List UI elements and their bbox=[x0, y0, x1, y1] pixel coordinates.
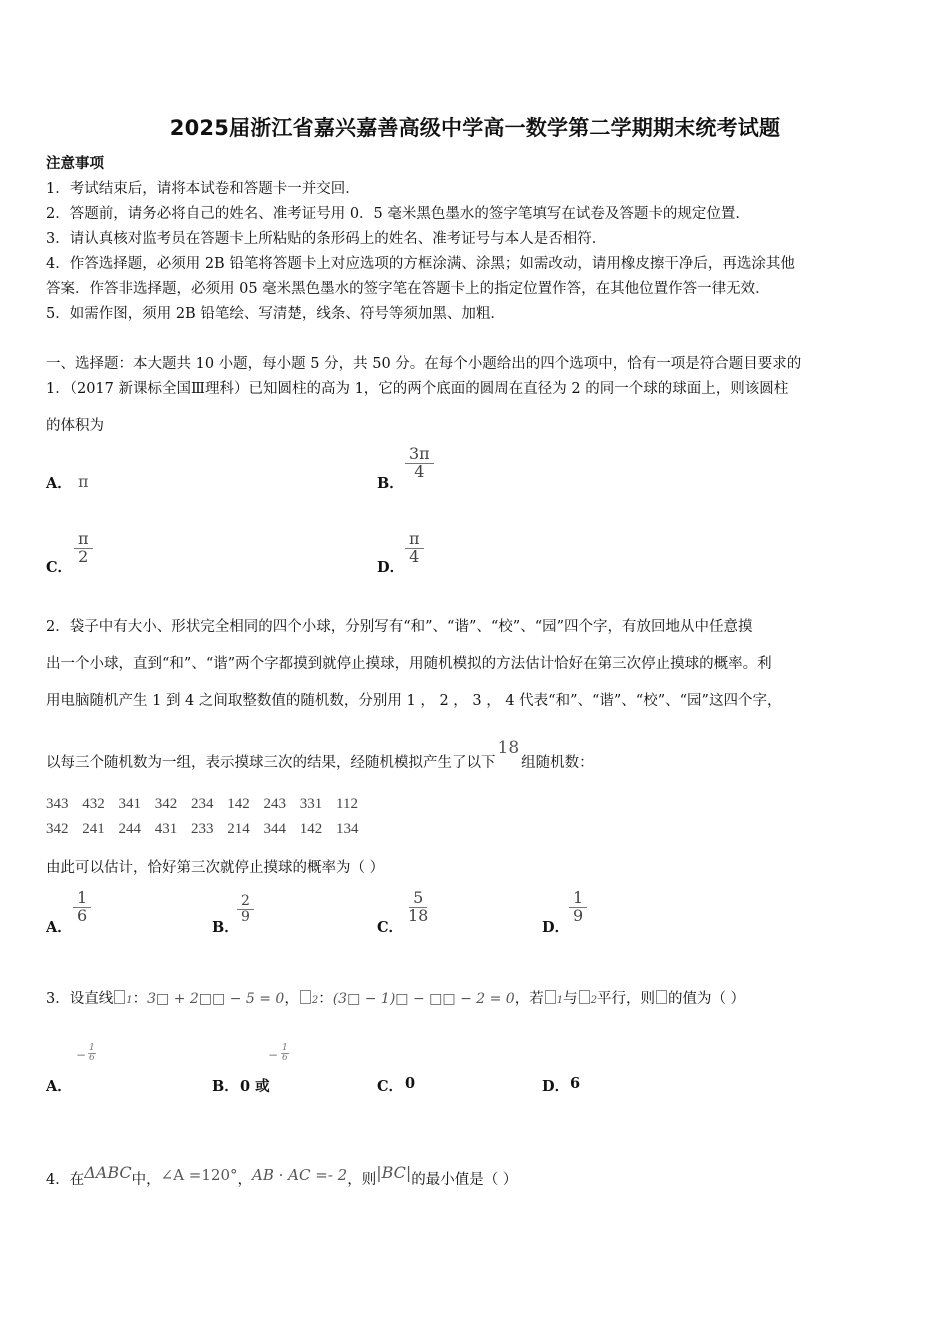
q2-option-a-den: 6 bbox=[77, 905, 88, 925]
notice-heading: 注意事项 bbox=[46, 155, 104, 172]
q2-text-line1: 2．袋子中有大小、形状完全相同的四个小球，分别写有“和”、“谐”、“校”、“园”四个字，有放回地从中任意摸 bbox=[46, 619, 753, 635]
q3-comma-1: ， bbox=[284, 991, 299, 1007]
q2-option-a-fraction bbox=[73, 890, 91, 925]
q2-option-c-num: 5 bbox=[409, 890, 427, 908]
notice-item-5: 5．如需作图，须用 2B 铅笔绘、写清楚，线条、符号等须加黑、加粗． bbox=[46, 306, 505, 322]
q3-option-c-text: 0 bbox=[405, 1075, 416, 1092]
q2-option-b-num: 2 bbox=[237, 894, 254, 910]
q2-text-line2: 出一个小球，直到“和”、“谐”两个字都摸到就停止摸球，用随机模拟的方法估计恰好在第三次停止摸球的概率。利 bbox=[46, 656, 772, 672]
q3-line1-symbol bbox=[114, 990, 125, 1004]
q4-mid-2: ，则 bbox=[347, 1172, 377, 1188]
q2-option-c-label: C． bbox=[377, 919, 404, 936]
q3-option-d-label: D． bbox=[542, 1078, 570, 1095]
q3-text bbox=[46, 987, 745, 1008]
q2-option-a-num: 1 bbox=[73, 890, 91, 908]
q3-line2-ref bbox=[579, 990, 590, 1004]
notice-item-4: 4．作答选择题，必须用 2B 铅笔将答题卡上对应选项的方框涂满、涂黑；如需改动，请用橡皮擦干净后，再选涂其他 bbox=[46, 256, 795, 272]
q2-line4-suffix: 组随机数： bbox=[521, 755, 594, 771]
q4-question: 的最小值是（ ） bbox=[411, 1172, 518, 1188]
q4-mid-1: 中， bbox=[131, 1172, 161, 1188]
q1-option-d-num: π bbox=[405, 531, 424, 549]
q3-option-d-text: 6 bbox=[570, 1075, 581, 1092]
q3-option-a-label: A． bbox=[46, 1078, 72, 1095]
q1-option-d-fraction bbox=[405, 531, 424, 566]
q1-text-line1: 1．（2017 新课标全国Ⅲ理科）已知圆柱的高为 1，它的两个底面的圆周在直径为 2 的同一个球的球面上，则该圆柱 bbox=[46, 381, 789, 397]
q2-option-b-den: 9 bbox=[241, 908, 250, 925]
q3-option-b-fraction bbox=[281, 1044, 289, 1063]
section-heading: 一、选择题：本大题共 10 小题，每小题 5 分，共 50 分。在每个小题给出的四个选项中，恰有一项是符合题目要求的 bbox=[46, 356, 802, 372]
q1-option-b-num: 3π bbox=[405, 446, 434, 464]
q2-option-d-label: D． bbox=[542, 919, 570, 936]
q1-option-b-den: 4 bbox=[414, 461, 425, 481]
q3-line1-subscript: 1 bbox=[126, 995, 133, 1006]
q3-parallel: 平行，则 bbox=[596, 991, 655, 1007]
q2-text-line4 bbox=[46, 738, 594, 772]
q3-option-b-neg: − bbox=[268, 1048, 279, 1062]
q3-line1-ref bbox=[545, 990, 556, 1004]
q3-line1-ref-subscript: 1 bbox=[556, 995, 564, 1006]
q2-option-d-num: 1 bbox=[569, 890, 587, 908]
q3-line2-subscript: 2 bbox=[311, 995, 319, 1006]
q2-option-a-label: A． bbox=[46, 919, 72, 936]
notice-item-2: 2．答题前，请务必将自己的姓名、准考证号用 0．5 毫米黑色墨水的签字笔填写在试卷及答题卡的规定位置． bbox=[46, 206, 750, 222]
q1-option-c-fraction bbox=[74, 531, 93, 566]
q4-comma: ， bbox=[237, 1172, 253, 1188]
q3-option-c-label: C． bbox=[377, 1078, 404, 1095]
q1-option-b-label: B． bbox=[377, 475, 404, 492]
q2-option-d-fraction bbox=[569, 890, 587, 925]
q2-option-d-den: 9 bbox=[573, 905, 584, 925]
q4-angle: ∠A =120° bbox=[160, 1166, 238, 1184]
q3-option-b-den: 6 bbox=[282, 1053, 288, 1063]
q2-line4-prefix: 以每三个随机数为一组，表示摸球三次的结果，经随机模拟产生了以下 bbox=[46, 755, 496, 771]
q3-colon-1: ： bbox=[132, 991, 148, 1007]
q4-triangle: ΔABC bbox=[84, 1163, 132, 1182]
q3-option-a-neg: − bbox=[76, 1048, 87, 1062]
q1-option-a-value: π bbox=[78, 472, 89, 491]
q1-option-d-label: D． bbox=[377, 559, 405, 576]
q3-equation-1: 3□ + 2□□ − 5 = 0 bbox=[147, 991, 285, 1007]
q2-option-b-label: B． bbox=[212, 919, 239, 936]
q3-option-b-text: 0 或 bbox=[240, 1078, 270, 1095]
q3-variable-symbol bbox=[656, 990, 667, 1004]
q3-if: ，若 bbox=[514, 991, 544, 1007]
q2-count-18: 18 bbox=[497, 738, 520, 758]
q2-random-row-1: 343 432 341 342 234 142 243 331 112 bbox=[46, 796, 358, 812]
q3-question: 的值为（ ） bbox=[667, 991, 746, 1007]
q3-option-a-fraction bbox=[88, 1044, 96, 1063]
notice-item-3: 3．请认真核对监考员在答题卡上所粘贴的条形码上的姓名、准考证号与本人是否相符． bbox=[46, 231, 607, 247]
q2-option-c-den: 18 bbox=[408, 905, 429, 925]
q3-option-b-num: 1 bbox=[282, 1043, 288, 1053]
q2-text-line3: 用电脑随机产生 1 到 4 之间取整数值的随机数，分别用 1 ， 2 ， 3 ， 4 代表“和”、“谐”、“校”、“园”这四个字， bbox=[46, 693, 782, 709]
q1-option-c-den: 2 bbox=[78, 546, 89, 566]
q4-dot-product: AB · AC =- 2 bbox=[252, 1166, 348, 1184]
q1-option-a-label: A． bbox=[46, 475, 72, 492]
notice-item-1: 1．考试结束后，请将本试卷和答题卡一并交回． bbox=[46, 181, 360, 197]
notice-item-4-cont: 答案．作答非选择题，必须用 05 毫米黑色墨水的签字笔在答题卡上的指定位置作答，在其他位置作答一律无效． bbox=[46, 281, 770, 297]
q2-option-c-fraction bbox=[404, 890, 432, 925]
q3-with: 与 bbox=[563, 991, 578, 1007]
q2-question: 由此可以估计，恰好第三次就停止摸球的概率为（ ） bbox=[46, 860, 385, 876]
q3-line2-symbol bbox=[300, 990, 311, 1004]
q3-equation-2: (3□ − 1)□ − □□ − 2 = 0 bbox=[332, 991, 515, 1007]
q1-option-b-fraction bbox=[405, 446, 434, 481]
q3-option-a-den: 6 bbox=[89, 1053, 95, 1063]
q3-option-a-num: 1 bbox=[89, 1043, 95, 1053]
q3-colon-2: ： bbox=[318, 991, 333, 1007]
q2-random-row-2: 342 241 244 431 233 214 344 142 134 bbox=[46, 821, 359, 837]
q3-prefix: 3．设直线 bbox=[46, 991, 114, 1007]
q4-prefix: 4．在 bbox=[46, 1172, 85, 1188]
q3-option-b-label: B． bbox=[212, 1078, 239, 1095]
q4-bc-magnitude: |BC| bbox=[376, 1163, 412, 1182]
page-title: 2025届浙江省嘉兴嘉善高级中学高一数学第二学期期末统考试题 bbox=[169, 116, 781, 140]
q4-text bbox=[46, 1163, 518, 1189]
q1-option-d-den: 4 bbox=[409, 546, 420, 566]
q1-option-c-num: π bbox=[74, 531, 93, 549]
q1-text-line2: 的体积为 bbox=[46, 418, 104, 434]
q2-option-b-fraction bbox=[237, 894, 254, 924]
q3-line2-ref-subscript: 2 bbox=[590, 995, 597, 1006]
q1-option-c-label: C． bbox=[46, 559, 73, 576]
